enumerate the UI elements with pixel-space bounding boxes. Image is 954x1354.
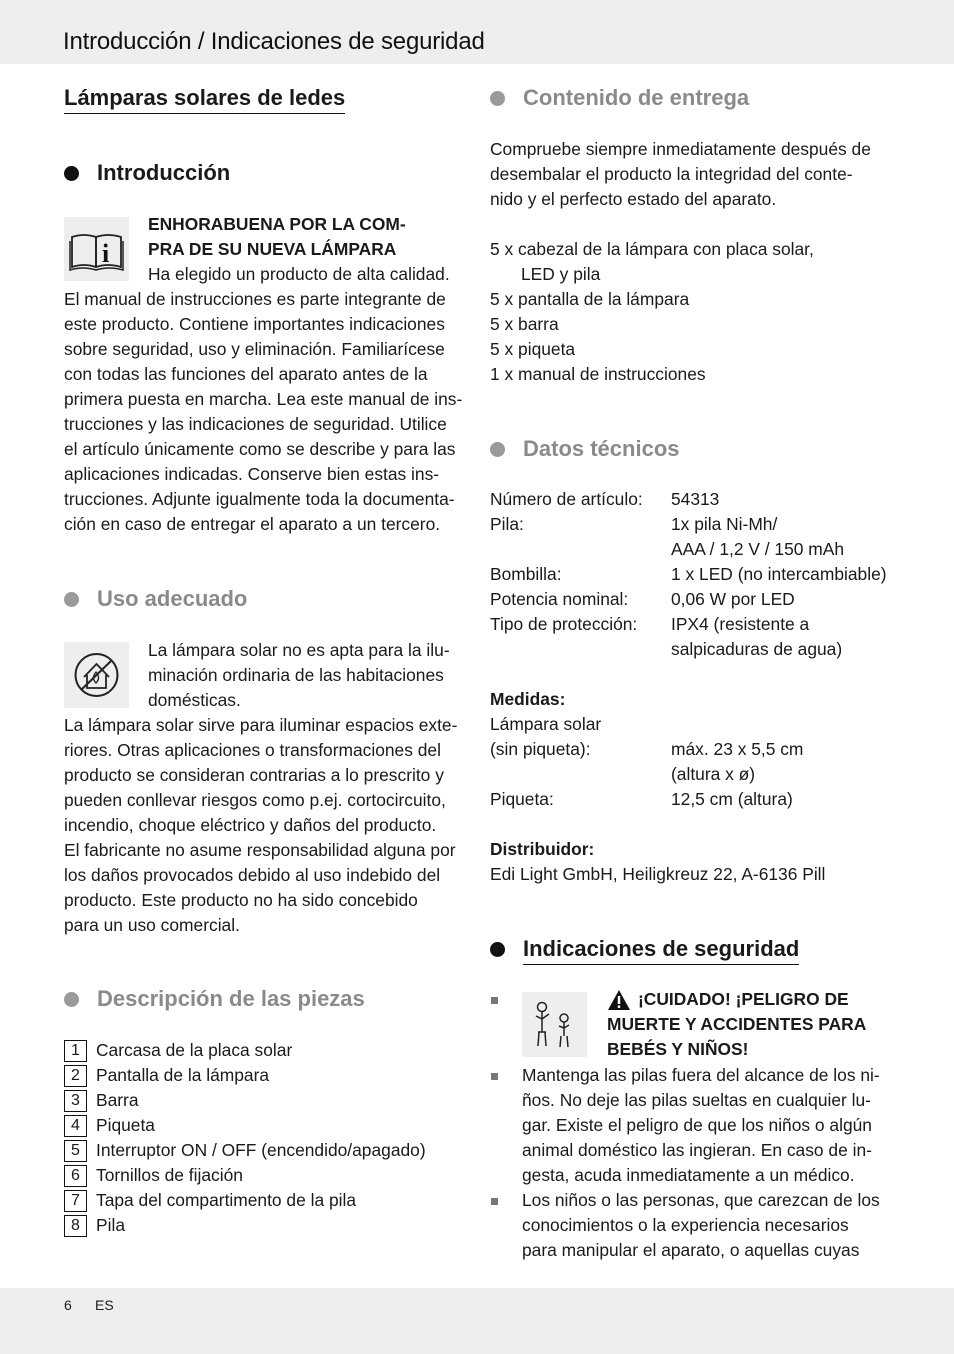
bullet-dot-icon [490, 442, 505, 457]
contenido-list-item: 5 x barra [490, 314, 559, 334]
intro-text-line: sobre seguridad, uso y eliminación. Familiarícese [64, 339, 445, 359]
uso-text-line: riores. Otras aplicaciones o transformaciones del [64, 740, 441, 760]
bullet-dot-icon [64, 592, 79, 607]
contenido-list-item: 5 x pantalla de la lámpara [490, 289, 690, 309]
spec-value: 12,5 cm (altura) [671, 789, 793, 809]
medidas-label: Medidas: [490, 689, 566, 709]
contenido-text-line: nido y el perfecto estado del aparato. [490, 189, 777, 209]
bullet-dot-icon [64, 166, 79, 181]
contenido-list-item: 1 x manual de instrucciones [490, 364, 706, 384]
intro-text-line: este producto. Contiene importantes indicaciones [64, 314, 445, 334]
contenido-text-line: Compruebe siempre inmediatamente después de [490, 139, 871, 159]
distribuidor-label: Distribuidor: [490, 839, 595, 859]
square-bullet-icon [491, 1198, 498, 1205]
bullet-dot-icon [64, 992, 79, 1007]
square-bullet-icon [491, 1073, 498, 1080]
page-header [0, 0, 954, 64]
intro-text-line: El manual de instrucciones es parte integrante de [64, 289, 446, 309]
spec-label: Piqueta: [490, 789, 554, 809]
page-number: 6 [64, 1297, 72, 1313]
intro-text-line: aplicaciones indicadas. Conserve bien estas ins- [64, 464, 440, 484]
spec-label: Número de artículo: [490, 489, 643, 509]
intro-text-line: trucciones. Adjunte igualmente toda la documenta- [64, 489, 455, 509]
uso-text-line: producto. Este producto no ha sido concebido [64, 890, 418, 910]
spec-label: Tipo de protección: [490, 614, 638, 634]
uso-icon-text-line: domésticas. [148, 690, 241, 710]
safety-text-line: gar. Existe el peligro de que los niños o algún [522, 1115, 872, 1135]
warning-line-1: ¡CUIDADO! ¡PELIGRO DE [638, 989, 849, 1009]
uso-icon-text-line: minación ordinaria de las habitaciones [148, 665, 444, 685]
distribuidor-text: Edi Light GmbH, Heiligkreuz 22, A-6136 Pill [490, 864, 826, 884]
safety-text-line: ños. No deje las pilas sueltas en cualquier lu- [522, 1090, 871, 1110]
uso-text-line: incendio, choque eléctrico y daños del producto. [64, 815, 437, 835]
intro-text-line: Ha elegido un producto de alta calidad. [148, 264, 450, 284]
intro-text-line: con todas las funciones del aparato antes de la [64, 364, 428, 384]
spec-value: 1x pila Ni-Mh/ [671, 514, 778, 534]
safety-text-line: conocimientos o la experiencia necesarios [522, 1215, 849, 1235]
safety-text-line: gesta, acuda inmediatamente a un médico. [522, 1165, 855, 1185]
intro-bold-line-2: PRA DE SU NUEVA LÁMPARA [148, 239, 397, 259]
spec-value: 54313 [671, 489, 720, 509]
warning-line-3: BEBÉS Y NIÑOS! [607, 1039, 749, 1059]
uso-text-line: los daños provocados debido al uso indebido del [64, 865, 441, 885]
spec-value: IPX4 (resistente a [671, 614, 810, 634]
info-book-icon [64, 217, 129, 281]
spec-value: máx. 23 x 5,5 cm [671, 739, 804, 759]
page-title: Introducción / Indicaciones de seguridad [63, 28, 485, 55]
safety-text-line: Los niños o las personas, que carezcan de los [522, 1190, 880, 1210]
uso-text-line: para un uso comercial. [64, 915, 240, 935]
page-footer [0, 1288, 954, 1354]
square-bullet-icon [491, 997, 498, 1004]
intro-text-line: primera puesta en marcha. Lea este manual de ins- [64, 389, 463, 409]
document-title: Lámparas solares de ledes [64, 84, 345, 114]
spec-label: Potencia nominal: [490, 589, 629, 609]
uso-text-line: pueden conllevar riesgos como p.ej. cortocircuito, [64, 790, 446, 810]
contenido-list-item: 5 x piqueta [490, 339, 576, 359]
spec-value: 0,06 W por LED [671, 589, 795, 609]
svg-text:i: i [102, 239, 110, 268]
contenido-text-line: desembalar el producto la integridad del conte- [490, 164, 853, 184]
spec-label: Bombilla: [490, 564, 562, 584]
intro-text-line: ción en caso de entregar el aparato a un tercero. [64, 514, 441, 534]
spec-value: 1 x LED (no intercambiable) [671, 564, 887, 584]
uso-text-line: El fabricante no asume responsabilidad alguna por [64, 840, 456, 860]
intro-bold-line-1: ENHORABUENA POR LA COM- [148, 214, 406, 234]
spec-label: Lámpara solar [490, 714, 602, 734]
spec-value: salpicaduras de agua) [671, 639, 843, 659]
spec-value: (altura x ø) [671, 764, 756, 784]
warning-triangle-icon [607, 989, 629, 1011]
child-warning-icon [522, 992, 587, 1057]
spec-label: (sin piqueta): [490, 739, 591, 759]
safety-text-line: para manipular el aparato, o aquellas cuyas [522, 1240, 860, 1260]
uso-text-line: producto se consideran contrarias a lo prescrito y [64, 765, 444, 785]
warning-line-2: MUERTE Y ACCIDENTES PARA [607, 1014, 867, 1034]
contenido-list-item: LED y pila [521, 264, 601, 284]
no-indoor-house-icon [64, 642, 129, 708]
intro-text-line: trucciones y las indicaciones de seguridad. Utilice [64, 414, 447, 434]
spec-label: Pila: [490, 514, 524, 534]
uso-text-line: La lámpara solar sirve para iluminar espacios exte- [64, 715, 458, 735]
uso-icon-text-line: La lámpara solar no es apta para la ilu- [148, 640, 450, 660]
safety-text-line: animal doméstico las ingieran. En caso de in- [522, 1140, 872, 1160]
intro-text-line: el artículo únicamente como se describe y para las [64, 439, 456, 459]
bullet-dot-icon [490, 91, 505, 106]
safety-text-line: Mantenga las pilas fuera del alcance de los ni- [522, 1065, 880, 1085]
contenido-list-item: 5 x cabezal de la lámpara con placa solar, [490, 239, 814, 259]
language-code: ES [95, 1297, 114, 1313]
bullet-dot-icon [490, 942, 505, 957]
spec-value: AAA / 1,2 V / 150 mAh [671, 539, 845, 559]
